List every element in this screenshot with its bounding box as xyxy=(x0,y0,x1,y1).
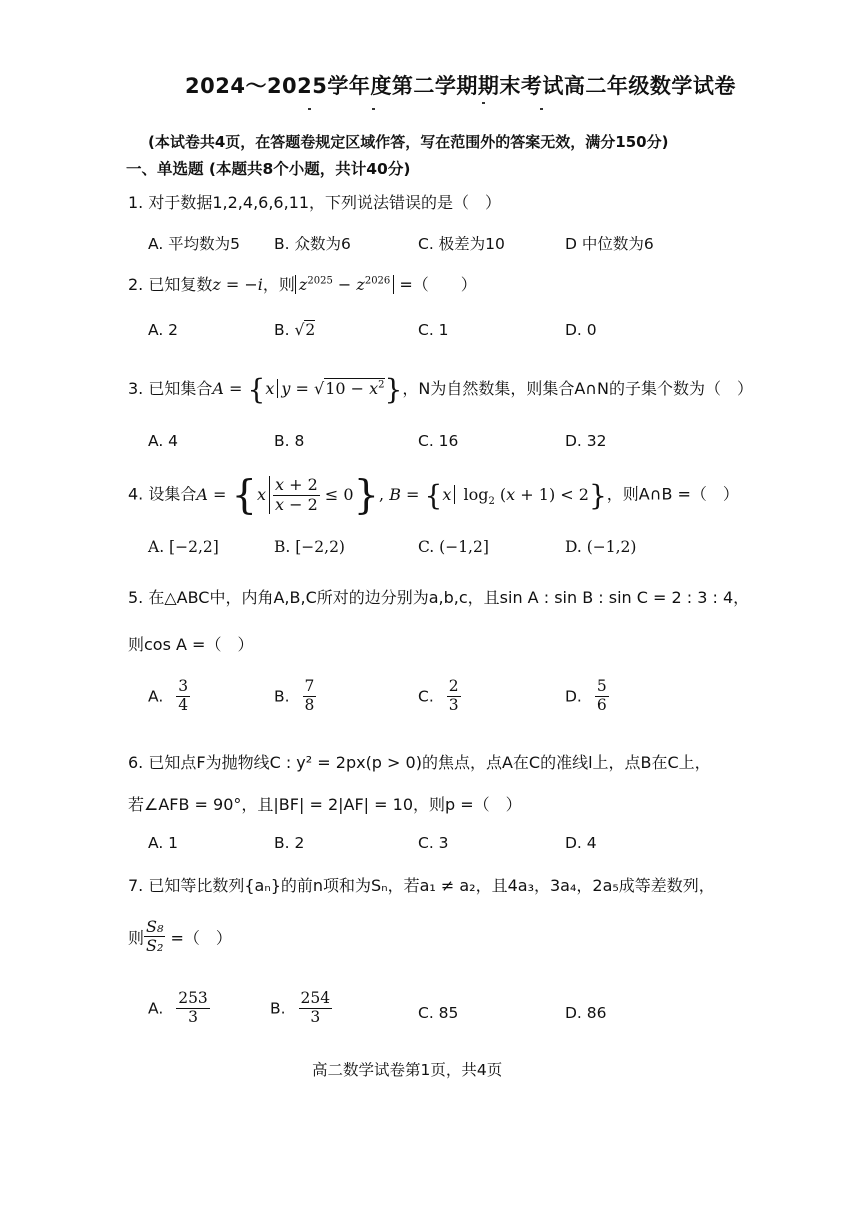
denominator: 4 xyxy=(178,695,189,714)
question-stem-line2: 则cos A =（ ） xyxy=(128,635,254,654)
question-stem-prefix: 则 xyxy=(128,928,145,948)
page-title: 2024～2025学年度第二学期期末考试高二年级数学试卷 xyxy=(185,74,736,98)
question-stem-line1: 已知等比数列{aₙ}的前n项和为Sₙ，若a₁ ≠ a₂，且4a₃，3a₄，2a₅成等差数列， xyxy=(148,876,715,895)
option-c: C. 极差为10 xyxy=(418,235,505,253)
option-c xyxy=(418,678,461,715)
numerator: 5 xyxy=(596,677,607,695)
option-d xyxy=(565,678,609,715)
question-stem-suffix: =（ ） xyxy=(165,928,232,948)
question-stem-suffix: ，N为自然数集，则集合A∩N的子集个数为（ ） xyxy=(402,379,753,398)
scan-speck xyxy=(372,108,375,110)
option-d: D. 4 xyxy=(565,834,597,852)
ratio-fraction xyxy=(144,918,165,956)
option-c: C. 85 xyxy=(418,1004,459,1022)
option-a xyxy=(148,678,190,715)
scan-speck xyxy=(482,102,485,104)
numerator: 7 xyxy=(304,677,315,695)
numerator: 2 xyxy=(448,677,459,695)
question-number: 1. xyxy=(128,193,144,212)
question-number: 4. xyxy=(128,484,144,504)
option-letter: A. xyxy=(148,999,164,1018)
option-fraction xyxy=(447,678,461,715)
numerator: S₈ xyxy=(146,917,164,936)
question-5 xyxy=(128,585,749,608)
option-c: C. 1 xyxy=(418,321,449,339)
question-number: 6. xyxy=(128,753,144,772)
question-7 xyxy=(128,873,715,896)
question-number: 7. xyxy=(128,876,144,895)
option-b xyxy=(274,321,315,339)
option-d: D. 0 xyxy=(565,321,597,339)
question-stem-mid: ，则 xyxy=(262,275,295,294)
question-stem-line1: 已知点F为抛物线C : y² = 2px(p > 0)的焦点，点A在C的准线l上，点B在C上， xyxy=(148,753,711,772)
question-3 xyxy=(128,373,753,406)
option-b: B. 2 xyxy=(274,834,305,852)
math-expression: z = −i xyxy=(212,275,263,294)
question-stem-suffix: =（ ） xyxy=(394,275,477,294)
option-label: B. xyxy=(274,321,290,339)
option-fraction xyxy=(595,678,609,715)
question-number: 5. xyxy=(128,588,144,607)
option-fraction xyxy=(299,990,333,1027)
math-expression: $z^{2025} - z^{2026}$ xyxy=(295,275,394,294)
option-c: C. 3 xyxy=(418,834,449,852)
option-b: B. 8 xyxy=(274,432,305,450)
option-letter: C. xyxy=(418,687,434,706)
option-letter: B. xyxy=(274,687,290,706)
question-stem-suffix: ，则A∩B =（ ） xyxy=(606,484,739,504)
option-fraction xyxy=(176,990,210,1027)
question-1 xyxy=(128,190,501,213)
math-expression: A = {x $\frac{x + 2}{x - 2}$ ≤ 0}, B = {x $\log_2 (x + 1) < 2$} xyxy=(196,472,607,518)
numerator: 254 xyxy=(300,989,331,1007)
option-fraction xyxy=(176,678,190,715)
option-a: A. [−2,2] xyxy=(148,538,219,556)
question-4 xyxy=(128,472,739,518)
denominator: 3 xyxy=(310,1007,321,1026)
numerator: 253 xyxy=(178,989,208,1007)
option-b xyxy=(270,990,332,1027)
denominator: 3 xyxy=(448,695,459,714)
option-a: A. 4 xyxy=(148,432,179,450)
scan-speck xyxy=(308,108,311,110)
denominator: 8 xyxy=(304,695,315,714)
question-stem-prefix: 已知复数 xyxy=(148,275,213,294)
option-c: C. 16 xyxy=(418,432,459,450)
question-number: 2. xyxy=(128,275,144,294)
option-a: A. 平均数为5 xyxy=(148,235,241,253)
option-letter: B. xyxy=(270,999,286,1018)
question-stem: 对于数据1,2,4,6,6,11，下列说法错误的是（ ） xyxy=(148,193,502,212)
denominator: S₂ xyxy=(146,936,164,956)
option-d: D. (−1,2) xyxy=(565,538,637,556)
question-number: 3. xyxy=(128,379,144,398)
exam-note: (本试卷共4页，在答题卷规定区域作答，写在范围外的答案无效，满分150分) xyxy=(148,133,669,151)
math-expression: A = {x $y = √10 - x^2$} xyxy=(212,373,403,406)
numerator: 3 xyxy=(178,677,189,695)
option-letter: D. xyxy=(565,687,582,706)
question-stem-prefix: 已知集合 xyxy=(148,379,213,398)
question-stem-line2: 若∠AFB = 90°，且|BF| = 2|AF| = 10，则p =（ ） xyxy=(128,795,522,814)
question-stem-prefix: 设集合 xyxy=(148,484,197,504)
page-footer: 高二数学试卷第1页，共4页 xyxy=(312,1061,503,1079)
question-stem-line2 xyxy=(128,918,232,956)
question-6 xyxy=(128,750,711,773)
option-a: A. 2 xyxy=(148,321,179,339)
option-d: D 中位数为6 xyxy=(565,235,654,253)
option-c: C. (−1,2] xyxy=(418,538,489,556)
question-stem-line1: 在△ABC中，内角A,B,C所对的边分别为a,b,c，且sin A : sin B : sin C = 2 : 3 : 4， xyxy=(148,588,750,607)
denominator: 3 xyxy=(188,1007,198,1026)
scan-speck xyxy=(540,108,543,110)
option-a: A. 1 xyxy=(148,834,179,852)
question-2 xyxy=(128,272,477,295)
math-expression: √2 xyxy=(294,321,316,339)
denominator: 6 xyxy=(596,695,607,714)
option-b: B. 众数为6 xyxy=(274,235,351,253)
option-a xyxy=(148,990,210,1027)
option-letter: A. xyxy=(148,687,164,706)
option-b xyxy=(274,678,316,715)
option-b: B. [−2,2) xyxy=(274,538,345,556)
section-heading: 一、单选题 (本题共8个小题，共计40分) xyxy=(126,160,411,178)
radicand: 2 xyxy=(305,321,316,339)
option-d: D. 86 xyxy=(565,1004,607,1022)
option-d: D. 32 xyxy=(565,432,607,450)
option-fraction xyxy=(303,678,317,715)
